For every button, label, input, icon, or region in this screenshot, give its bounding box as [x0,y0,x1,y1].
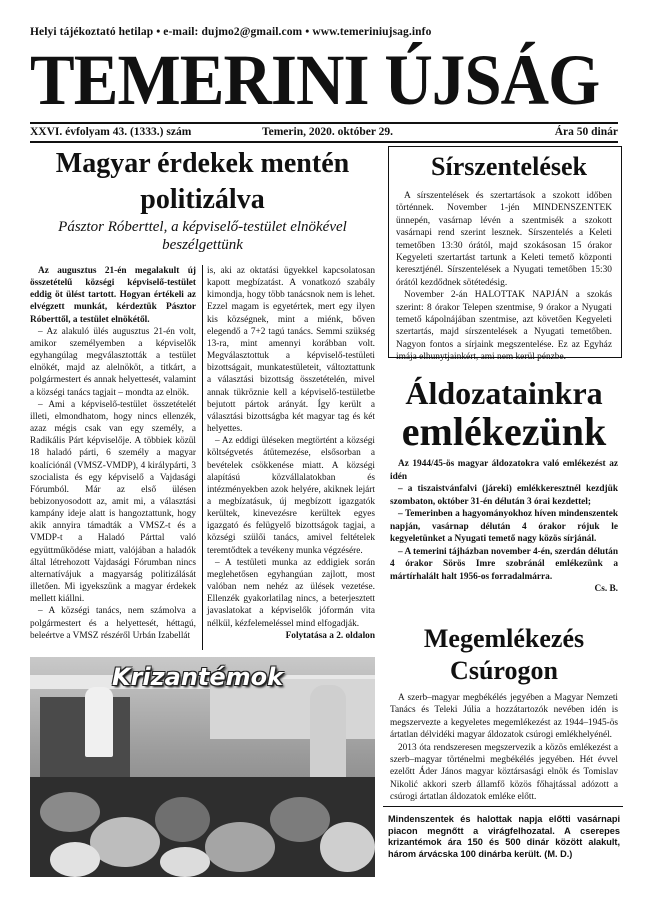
article2-paragraph: – A temerini tájházban november 4-én, szerdán délután 4 órakor Sörös Imre szobránál emlékezünk a mártírhalált halt 1956-os forradalmárra. [390,546,618,582]
article2-paragraph: – a tiszaistvánfalvi (járeki) emlékkeresztnél kezdjük szombaton, október 31-én délután 3 órai kezdettel; [390,484,618,507]
header-rule-bottom [30,141,618,143]
header-rule-top [30,122,618,124]
lead-paragraph: – A testületi munka az eddigiek során meglehetősen egyhangúan zajlott, most valóban nem nehéz az ülések vezetése. Ellenzék gyakorlatilag nincs, a beterjesztett javaslatokat a képviselők jóformán vita nélkül, kézfelemeléssel mind elfogadják. [207,557,375,629]
volume-number: XXVI. évfolyam 43. (1333.) szám [30,126,192,138]
box-paragraph: November 2-án HALOTTAK NAPJÁN a szokás szerint: 8 órakor Telepen szentmise, 9 órakor a Nyugati temető kápolnájában szentmise, azt követően Kegyeleti szertartás, majd sírszentelések a Nyugati temetőben. Nagyon fontos a sírjaink megszentelése. Ez az Egyház imája elhunytjainkért, ami nem kerül pénzbe. [396,290,612,363]
photo-caption: Mindenszentek és halottak napja előtti vasárnapi piacon megnőtt a virágfelhozatal. A cserepes krizantémok ára 150 és 500 dinár között alakult, három árvácska 100 dinárba került. (M. D.) [388,814,620,860]
article2-text [390,458,618,596]
article3-paragraph: A szerb–magyar megbékélés jegyében a Magyar Nemzeti Tanács és Teleki Júlia a hozzátartozók nevében idén is megszervezte a kegyeletes megemlékezést az 1944–1945-ös ártatlan délvidéki magyar áldozatok csúrogi emlékhelyénél. [390,693,618,741]
column-divider [202,265,203,650]
lead-paragraph: – A községi tanács, nem számolva a polgármestert és a helyettesét, héttagú, beleértve a VMSZ részéről Urbán Izabellát [30,606,196,641]
lead-paragraph: – Az eddigi üléseken megtörtént a községi költségvetés átütemezése, elsősorban a bevételek csökkenése miatt. A községi alapítású közvállalatokban és intézményekben azok helyére, akiknek lejárt a megbízatásuk, új megbízott igazgatók kerültek, kinevezésre kerültek egyes igazgató és felügyelő bizottságok tagjai, a községi szülői tanács, amivel feltételek teremtődtek a tevékeny munka végzésére. [207,436,375,556]
lead-subtitle: Pásztor Róberttel, a képviselő-testület elnökével beszélgettünk [58,219,347,253]
article2-paragraph: – Temerinben a hagyományokhoz híven mindenszentek napján, vasárnap délután 4 órakor rójuk le kegyeletünket a Nyugati temető nagy közös sírjánál. [390,509,618,544]
price: Ára 50 dinár [554,126,618,138]
article2-title-line2: emlékezünk [401,409,607,454]
continued-note: Folytatása a 2. oldalon [285,630,375,641]
market-photo [30,657,375,877]
article2-paragraph: Az 1944/45-ös magyar áldozatokra való emlékezést az idén [390,459,618,482]
box-title: Sírszentelések [431,152,587,181]
article3-paragraph: 2013 óta rendszeresen megszervezik a közös emlékezést a szerb–magyar történelmi megbékélés jegyében. Hét évvel ezelőtt Áder János magyar köztársasági elnök és Tomislav Nikolić akkori szerb államfő közös főhajtással adózott a csúrogi ártatlan áldozatok emléke előtt. [390,742,618,803]
article3-title-line1: Megemlékezés [423,624,585,653]
photo-title: Krizantémok [112,663,284,691]
article2-signature: Cs. B. [594,584,618,594]
masthead-title: TEMERINI ÚJSÁG [30,40,600,120]
article2-title-line1: Áldozatainkra [405,375,603,411]
lead-intro: Az augusztus 21-én megalakult új összetételű községi képviselő-testület eddig öt ülést tartott. Hogyan értékeli az elvégzett munkát, kérdeztük Pásztor Róberttől, a testület elnökétől. [30,266,196,325]
box-text [396,190,612,364]
caption-rule [383,806,623,807]
box-paragraph: A sírszentelések és szertartások a szokott időben történnek. November 1-jén MINDENSZENTEK ünnepén, vasárnap lévén a szentmisék a szokott vasárnapi rend szerint lesznek. Sírszentelés a Keleti temetőben 13:30 órától, majd szokásosan 15 órakor Kegyeleti szertartást tartunk a Keleti temető központi keresztjénél. Sírszentelések a Nyugati temetőben 15:30 órától kezdődnek sötétedésig. [396,191,612,288]
article3-text [390,692,618,804]
article3-title-line2: Csúrogon [450,656,558,685]
tagline: Helyi tájékoztató hetilap • e-mail: dujmo2@gmail.com • www.temeriniujsag.info [30,26,432,38]
lead-headline: Magyar érdekek mentén politizálva [55,148,350,215]
lead-paragraph: is, aki az oktatási ügyekkel kapcsolatosan kapott megbízatást. A vonatkozó szabály kimondja, hogy több tanácsnok nem is lehet. Ezzel magam is egyetértek, mert egy ilyen kis községnek, mint a miénk, bőven elegendő a 7+2 tagú tanács. Semmi szükség 13-ra, mint amennyi korábban volt. Megválasztottuk a képviselő-testületi bizottságait, munkatestületeit, változtattunk a választási bizottság összetételén, mivel annak tükröznie kell a képviselő-testületbe bejutott pártok arányát. Így került a választási bizottságba két magyar tag és két helyettes. [207,266,375,435]
lead-paragraph: – Az alakuló ülés augusztus 21-én volt, amikor személyemben a képviselők egyhangúlag megválasztották a testület elnökét, majd az alelnököt, a titkárt, a polgármestert és annak helyettesét, valamint a községi tanács tagjait – mondta az elnök. [30,326,196,398]
lead-column-2 [207,265,375,642]
lead-paragraph: – Ami a képviselő-testület összetételét illeti, elmondhatom, hogy nincs ellenzék, azaz mégis csak van egy személy, a Radikális Párt képviselője. A többiek közül 18 haladó párti, 6 személy a magyar koalíciónál (VMSZ-VMDP), 4 királypárti, 3 szocialista és egy képviselő a Vajdasági Fórumból. Már az első ülésen bebizonyosodott az, amit mi, a választási kampány ideje alatt is hangoztattunk, hogy akik annyira támadták a VMSZ-t és a VMDP-t a Haladó Párttal való együttműködése miatt, valójában a haladók által létrehozott Vajdasági Fórumban nincs alternatívájuk a magyarság politizálását illetően. Mi igyekszünk a magyar érdekek mellett kiállni. [30,399,196,605]
issue-date: Temerin, 2020. október 29. [262,126,393,138]
lead-column-1 [30,265,196,642]
